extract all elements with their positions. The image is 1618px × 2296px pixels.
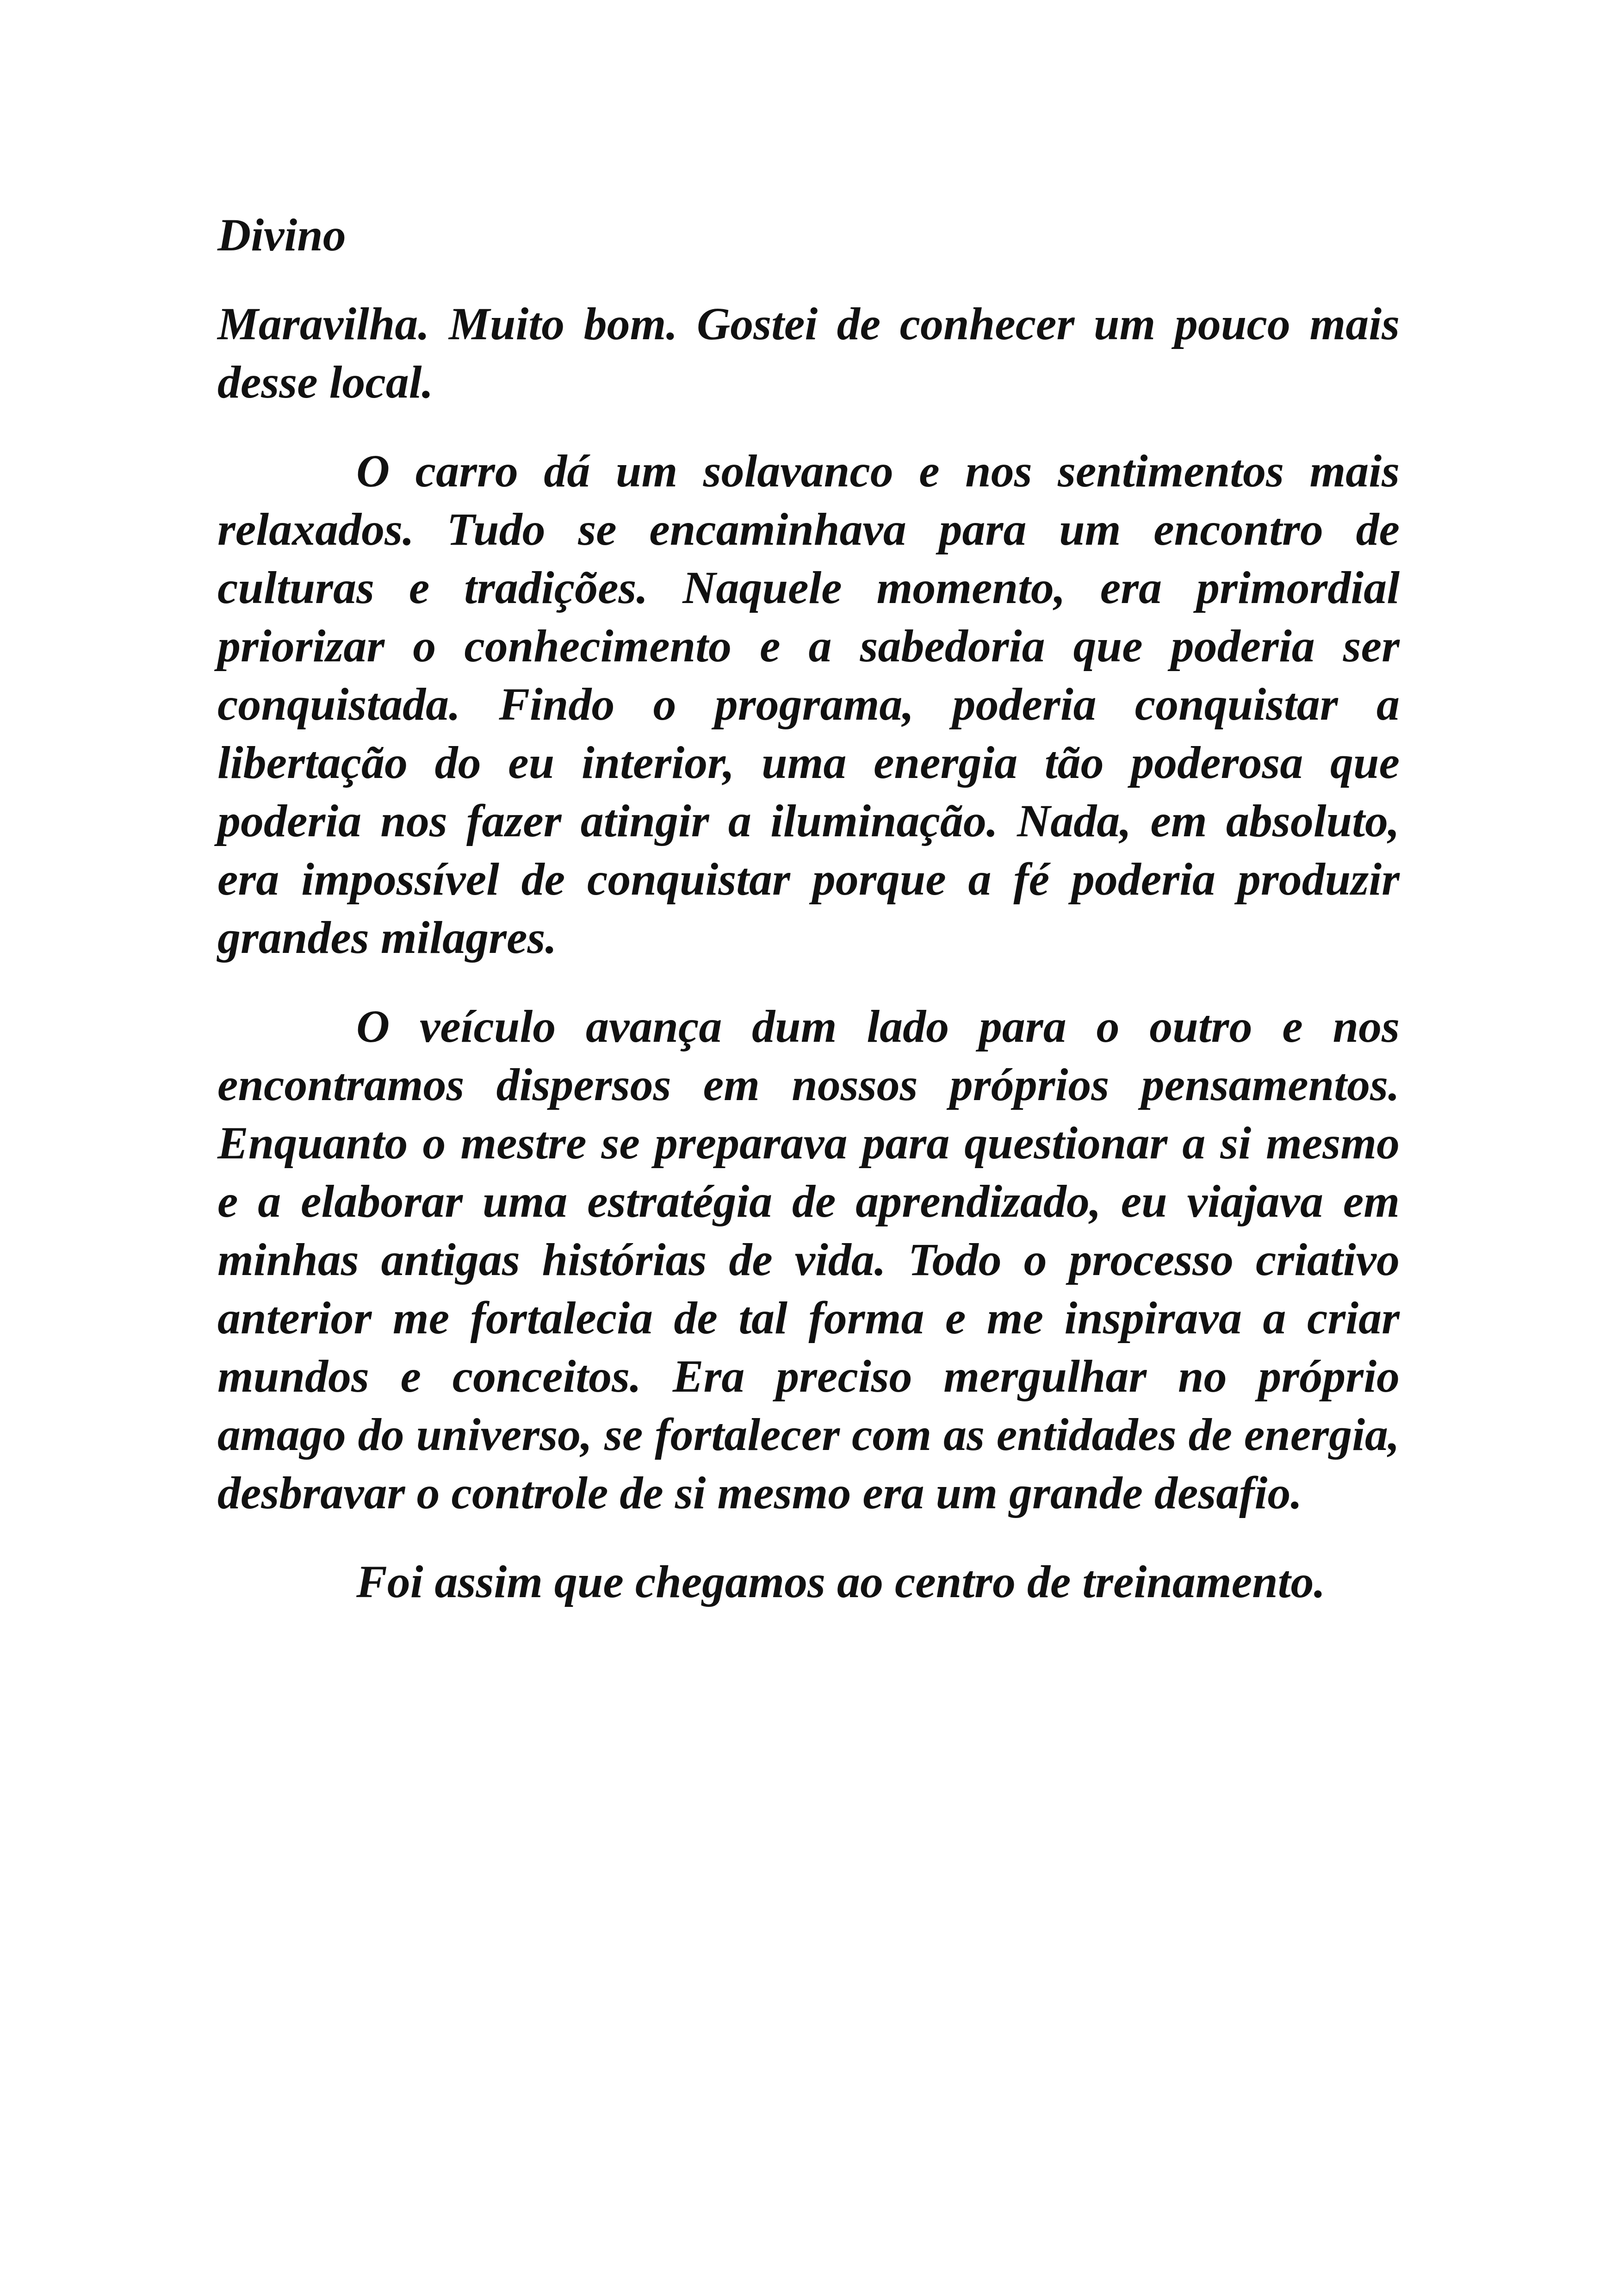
paragraph-1: O carro dá um solavanco e nos sentimentos mais relaxados. Tudo se encaminhava para um encontro de culturas e tradições. Naquele momento, era primordial priorizar o conhecimento e a sabedoria que poderia ser conquistada. Findo o programa, poderia conquistar a libertação do eu interior, uma energia tão poderosa que poderia nos fazer atingir a iluminação. Nada, em absoluto, era impossível de conquistar porque a fé poderia produzir grandes milagres. — [217, 445, 1400, 963]
paragraph-2: O veículo avança dum lado para o outro e nos encontramos dispersos em nossos próprios pensamentos. Enquanto o mestre se preparava para questionar a si mesmo e a elaborar uma estratégia de aprendizado, eu viajava em minhas antigas histórias de vida. Todo o processo criativo anterior me fortalecia de tal forma e me inspirava a criar mundos e conceitos. Era preciso mergulhar no próprio amago do universo, se fortalecer com as entidades de energia, desbravar o controle de si mesmo era um grande desafio. — [217, 1001, 1400, 1518]
dialogue-line: Maravilha. Muito bom. Gostei de conhecer um pouco mais desse local. — [217, 298, 1400, 408]
speaker-name: Divino — [217, 209, 346, 261]
document-body — [217, 206, 1400, 1642]
paragraph-3: Foi assim que chegamos ao centro de treinamento. — [356, 1556, 1326, 1607]
